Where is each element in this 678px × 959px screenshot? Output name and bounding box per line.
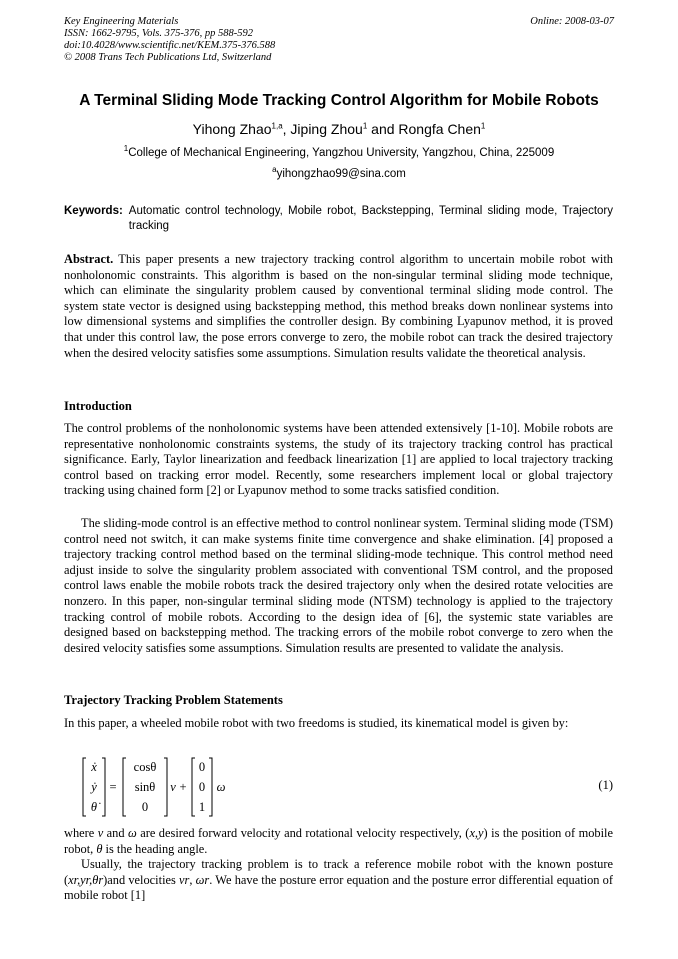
author-sup: 1 (480, 121, 486, 131)
text-run: )and velocities (103, 872, 180, 887)
doi-line: doi:10.4028/www.scientific.net/KEM.375-376.588 (64, 40, 276, 51)
intro-paragraph-2: The sliding-mode control is an effective method to control nonlinear system. Terminal sliding mode (TSM) control need not switch, it can make systems finite time convergence and shake elimination. [4] proposed a trajectory tracking control method based on the terminal sliding-mode technique. This control method need adjust inside to solve the singularity problem associated with conventional TSM control, and the proposed control laws enable the mobile robots track the desired trajectory only when the desired rotate velocities are nonzero. In this paper, non-singular terminal sliding mode (NTSM) technology is applied to the trajectory tracking control of mobile robots. According to the design idea of [6], the systemic state variables are designed based on backstepping method. The tracking errors of the mobile robot converge to zero when the desired velocity satisfies some assumptions. Simulation results are presented to validate the analysis. (64, 516, 613, 655)
bracket-right (209, 758, 212, 816)
author-name: and Rongfa Chen (367, 121, 481, 137)
trajectory-paragraph-3 (64, 857, 613, 904)
math-var: ω (128, 826, 137, 840)
m1-zero: 0 (141, 800, 149, 814)
author-sup: 1 (362, 121, 368, 131)
m2-zero: 0 (198, 780, 206, 794)
author-sup: 1,a (271, 121, 283, 131)
author-name: Yihong Zhao (192, 121, 272, 137)
text-run: Usually, the trajectory tracking problem is to track a reference mobile robot with the known posture ( (64, 857, 613, 887)
intro-paragraph-1: The control problems of the nonholonomic systems have been attended extensively [1-10]. Mobile robots are representative nonholonomic constraints systems, the study of its trajectory tracking control has practical significance. Early, Taylor linearization and feedback linearization [1] are applied to local trajectory tracking control based on tracking error model. Recently, some researchers implement local or global trajectory tracking using chained form [2] or Lyapunov method to some tracks satisfied condition. (64, 421, 613, 498)
author-name: , Jiping Zhou (282, 121, 363, 137)
journal-name: Key Engineering Materials (64, 16, 179, 27)
m1-cos: cosθ (133, 760, 157, 774)
m2-one: 1 (198, 800, 206, 814)
keywords-label: Keywords: (64, 205, 123, 217)
email-text: yihongzhao99@sina.com (276, 168, 406, 180)
plus-sign: + (179, 780, 187, 794)
equation-number: (1) (598, 778, 613, 792)
m2-zero: 0 (198, 760, 206, 774)
var-v: v (170, 780, 176, 794)
abstract-text: This paper presents a new trajectory tracking control algorithm to uncertain mobile robot with nonholonomic constraints. This algorithm is based on the non-singular terminal sliding mode technique, which can eliminate the singularity problem caused by conventional terminal sliding mode control. The system state vector is designed using backstepping method, this method breaks down nonlinear systems into low dimensional systems and simplifies the controller design. By combining Lyapunov method, it is proved that under this control law, the pose errors converge to zero, the mobile robot can track the desired trajectory when the desired velocity satisfies some assumptions. Simulation results validate the theoretical analysis. (64, 252, 613, 360)
email (0, 165, 678, 180)
text-run: , (189, 872, 196, 887)
keywords (64, 204, 613, 234)
m1-sin: sinθ (134, 780, 156, 794)
affiliation-text: College of Mechanical Engineering, Yangzhou University, Yangzhou, China, 225009 (128, 147, 555, 159)
issn-line: ISSN: 1662-9795, Vols. 375-376, pp 588-592 (64, 28, 253, 39)
online-date: Online: 2008-03-07 (530, 16, 614, 27)
affiliation (0, 144, 678, 159)
lhs-y-dot: ẏ (91, 780, 97, 794)
text-run: are desired forward velocity and rotational velocity respectively, ( (136, 826, 470, 840)
affiliation-sup: 1 (123, 144, 129, 154)
section-heading-trajectory: Trajectory Tracking Problem Statements (64, 693, 283, 707)
bracket-right (164, 758, 167, 816)
math-var: ωr (195, 872, 210, 887)
abstract-label: Abstract. (64, 252, 114, 266)
text-run: ) is the position of mobile robot, (64, 826, 613, 856)
trajectory-paragraph-2 (64, 826, 613, 857)
text-run: where (64, 826, 98, 840)
bracket-left (83, 758, 86, 816)
abstract (64, 252, 613, 361)
lhs-x-dot: ẋ (91, 760, 97, 774)
trajectory-paragraph-1: In this paper, a wheeled mobile robot with two freedoms is studied, its kinematical model is given by: (64, 716, 569, 730)
kinematic-equation (80, 756, 260, 818)
copyright-line: © 2008 Trans Tech Publications Ltd, Switzerland (64, 52, 272, 63)
math-var: x,y (469, 826, 484, 840)
math-var: vr (179, 872, 190, 887)
lhs-theta-dot: θ̇ (90, 800, 98, 814)
text-run: is the heading angle. (102, 841, 208, 856)
journal-header (64, 16, 614, 64)
paper-title: A Terminal Sliding Mode Tracking Control Algorithm for Mobile Robots (79, 92, 599, 109)
bracket-right (102, 758, 105, 816)
email-sup: a (272, 165, 277, 175)
text-run: . We have the posture error equation and the posture error differential equation of mobile robot [1] (64, 872, 613, 903)
text-run: and (103, 826, 129, 840)
math-var: θ (96, 841, 103, 856)
equation-1 (80, 756, 613, 818)
math-var: v (97, 826, 104, 840)
keywords-text: Automatic control technology, Mobile robot, Backstepping, Terminal sliding mode, Trajectory tracking (128, 205, 613, 232)
equals-sign: = (109, 780, 117, 794)
bracket-left (123, 758, 126, 816)
section-heading-introduction: Introduction (64, 399, 132, 413)
bracket-left (192, 758, 195, 816)
author-list (0, 121, 678, 137)
var-omega: ω (216, 780, 226, 794)
math-var: xr,yr,θr (68, 872, 104, 887)
